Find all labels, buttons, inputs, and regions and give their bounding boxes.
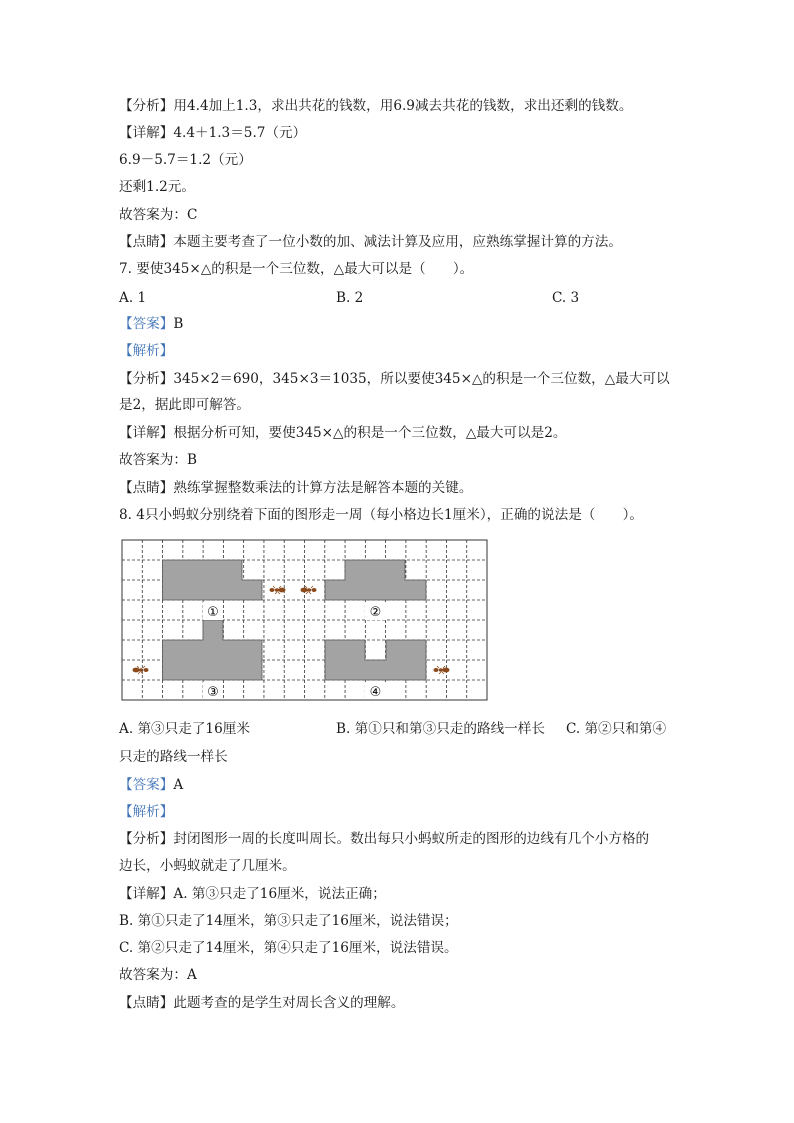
q8-comment: 【点睛】此题考查的是学生对周长含义的理解。 <box>119 995 405 1011</box>
q8-detail-c: C. 第②只走了14厘米，第④只走了16厘米，说法错误。 <box>119 940 458 956</box>
ant-icon <box>434 666 450 674</box>
q8-answer-line: 故答案为：A <box>119 967 197 983</box>
q8-answer-value: A <box>173 777 184 793</box>
q7-option-c: C. 3 <box>552 290 580 306</box>
q8-detail-b: B. 第①只走了14厘米，第③只走了16厘米，说法错误； <box>119 913 458 929</box>
q6-comment: 【点睛】本题主要考查了一位小数的加、减法计算及应用，应熟练掌握计算的方法。 <box>119 234 622 250</box>
shape-label-3: ③ <box>207 685 219 700</box>
q7-option-b: B. 2 <box>336 290 364 306</box>
q7-answer-value: B <box>173 316 184 332</box>
q8-analysis-1: 【分析】封闭图形一周的长度叫周长。数出每只小蚂蚁所走的图形的边线有几个小方格的 <box>119 831 650 847</box>
q8-option-c-2: 只走的路线一样长 <box>119 749 228 765</box>
ant-icon <box>270 586 286 594</box>
q7-analysis-1: 【分析】345×2＝690，345×3＝1035，所以要使345×△的积是一个三位数，△最大可以 <box>119 371 670 387</box>
q8-option-b: B. 第①只和第③只走的路线一样长 <box>336 721 545 737</box>
shape-2 <box>325 560 426 600</box>
q7-detail: 【详解】根据分析可知，要使345×△的积是一个三位数，△最大可以是2。 <box>119 425 567 441</box>
shape-3 <box>163 620 263 680</box>
shape-1 <box>163 560 263 600</box>
q8-analysis-2: 边长，小蚂蚁就走了几厘米。 <box>119 858 296 874</box>
shape-label-1: ① <box>207 605 219 620</box>
ant-icon <box>133 666 149 674</box>
q7-jiexi-tag: 【解析】 <box>119 343 174 359</box>
q8-option-a: A. 第③只走了16厘米 <box>119 721 250 737</box>
shape-label-2: ② <box>369 605 382 620</box>
shape-4 <box>325 640 426 680</box>
q6-step2: 6.9－5.7＝1.2（元） <box>119 152 252 168</box>
q8-answer-tag: 【答案】 <box>119 777 174 793</box>
q6-analysis: 【分析】用4.4加上1.3，求出共花的钱数，用6.9减去共花的钱数，求出还剩的钱数。 <box>119 98 633 114</box>
shape-label-4: ④ <box>369 685 382 700</box>
q7-answer-tag: 【答案】 <box>119 316 174 332</box>
q7-comment: 【点睛】熟练掌握整数乘法的计算方法是解答本题的关键。 <box>119 480 473 496</box>
q8-option-c-1: C. 第②只和第④ <box>566 721 667 737</box>
q8-answer <box>119 776 183 794</box>
q7-option-a: A. 1 <box>119 290 147 306</box>
q8-stem: 8. 4只小蚂蚁分别绕着下面的图形走一周（每小格边长1厘米），正确的说法是（ ）。 <box>119 507 643 523</box>
q7-analysis-2: 是2，据此即可解答。 <box>119 397 250 413</box>
q6-remain: 还剩1.2元。 <box>119 179 195 195</box>
ant-icon <box>301 586 317 594</box>
q7-stem: 7. 要使345×△的积是一个三位数，△最大可以是（ ）。 <box>119 261 474 277</box>
q6-answer-line: 故答案为：C <box>119 207 198 223</box>
q8-jiexi-tag: 【解析】 <box>119 804 174 820</box>
q7-answer-line: 故答案为：B <box>119 452 197 468</box>
q8-detail-a: 【详解】A. 第③只走了16厘米，说法正确； <box>119 886 386 902</box>
q6-detail: 【详解】4.4＋1.3＝5.7（元） <box>119 125 307 141</box>
